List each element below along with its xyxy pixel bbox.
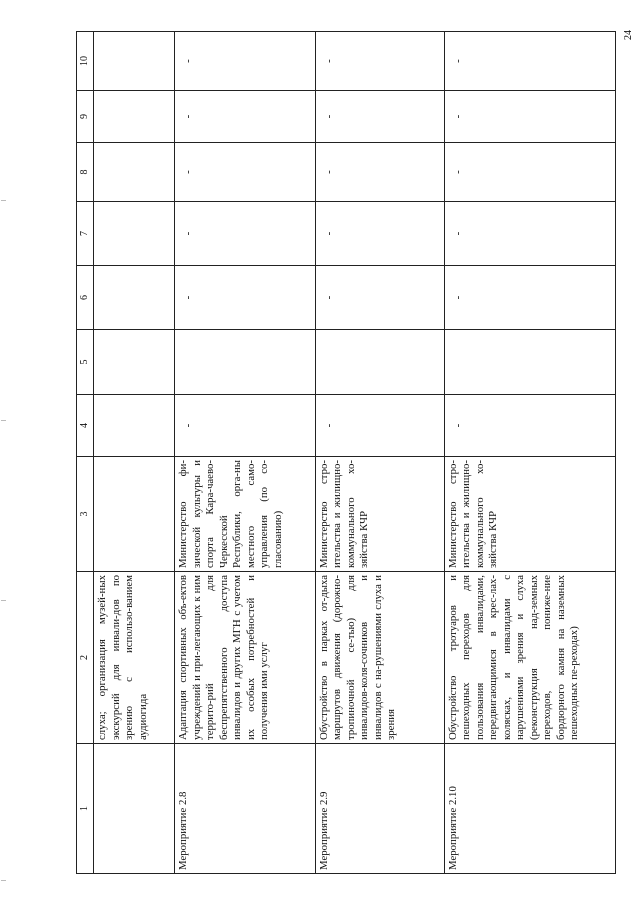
value-cell: - (175, 266, 316, 330)
value-cell: - (175, 91, 316, 143)
col-header: 3 (77, 457, 94, 572)
value-cell (94, 266, 175, 330)
value-cell (444, 330, 615, 395)
measure-description: Обустройство тротуаров и пешеходных переходов для пользования инвалидами, передвигающимися в крес-лах-колясках, и инвалидами с нарушениями зрения и слуха (реконструкция над-земных переходов, пониже-ние бордюрного камня на наземных пешеходных пе-реходах) (444, 572, 615, 744)
rotated-table-container (76, 32, 616, 874)
value-cell: - (315, 395, 444, 457)
row-label: Мероприятие 2.9 (315, 744, 444, 874)
measure-description: Адаптация спортивных объ-ектов учреждений и при-легающих к ним террито-рий для беспрепятственного доступа инвалидов и других МГН с учетом их особых потребностей и получения ими услуг (175, 572, 316, 744)
executor: Министерство стро-ительства и жилищно-коммунального хо-зяйства КЧР (315, 457, 444, 572)
col-header: 8 (77, 143, 94, 202)
row-label (94, 744, 175, 874)
value-cell: - (444, 143, 615, 202)
value-cell: - (444, 202, 615, 266)
value-cell: - (444, 266, 615, 330)
measure-description: Обустройство в парках от-дыха маршрутов движения (дорожно-тропиночной се-тью) для инвалидов-коля-сочников и инвалидов с на-рушениями слуха и зрения (315, 572, 444, 744)
value-cell: - (444, 395, 615, 457)
col-header: 2 (77, 572, 94, 744)
value-cell (175, 330, 316, 395)
col-header: 4 (77, 395, 94, 457)
value-cell: - (444, 91, 615, 143)
value-cell: - (315, 32, 444, 91)
value-cell (94, 202, 175, 266)
header-row (77, 32, 94, 874)
value-cell (94, 395, 175, 457)
value-cell (94, 32, 175, 91)
col-header: 7 (77, 202, 94, 266)
page-number: 24 (623, 30, 634, 40)
table-row (175, 32, 316, 874)
col-header: 5 (77, 330, 94, 395)
value-cell: - (315, 143, 444, 202)
value-cell (315, 330, 444, 395)
executor: Министерство стро-ительства и жилищно-коммунального хо-зяйства КЧР (444, 457, 615, 572)
col-header: 1 (77, 744, 94, 874)
value-cell: - (175, 395, 316, 457)
value-cell: - (444, 32, 615, 91)
executor: Министерство фи-зической культуры и спорта Кара-чаево-Черкесской Республики, орга-ны местного само-управления (по со-гласованию) (175, 457, 316, 572)
table-row (444, 32, 615, 874)
table-row (94, 32, 175, 874)
col-header: 10 (77, 32, 94, 91)
value-cell: - (315, 91, 444, 143)
table-row (315, 32, 444, 874)
executor (94, 457, 175, 572)
value-cell: - (175, 32, 316, 91)
measure-description: слуха; организация музей-ных экскурсий для инвали-дов по зрению с использо-ванием аудиогида (94, 572, 175, 744)
measures-table (76, 31, 616, 874)
value-cell (94, 330, 175, 395)
value-cell: - (175, 202, 316, 266)
value-cell (94, 91, 175, 143)
col-header: 9 (77, 91, 94, 143)
row-label: Мероприятие 2.10 (444, 744, 615, 874)
value-cell: - (315, 202, 444, 266)
row-label: Мероприятие 2.8 (175, 744, 316, 874)
col-header: 6 (77, 266, 94, 330)
value-cell: - (175, 143, 316, 202)
value-cell (94, 143, 175, 202)
value-cell: - (315, 266, 444, 330)
